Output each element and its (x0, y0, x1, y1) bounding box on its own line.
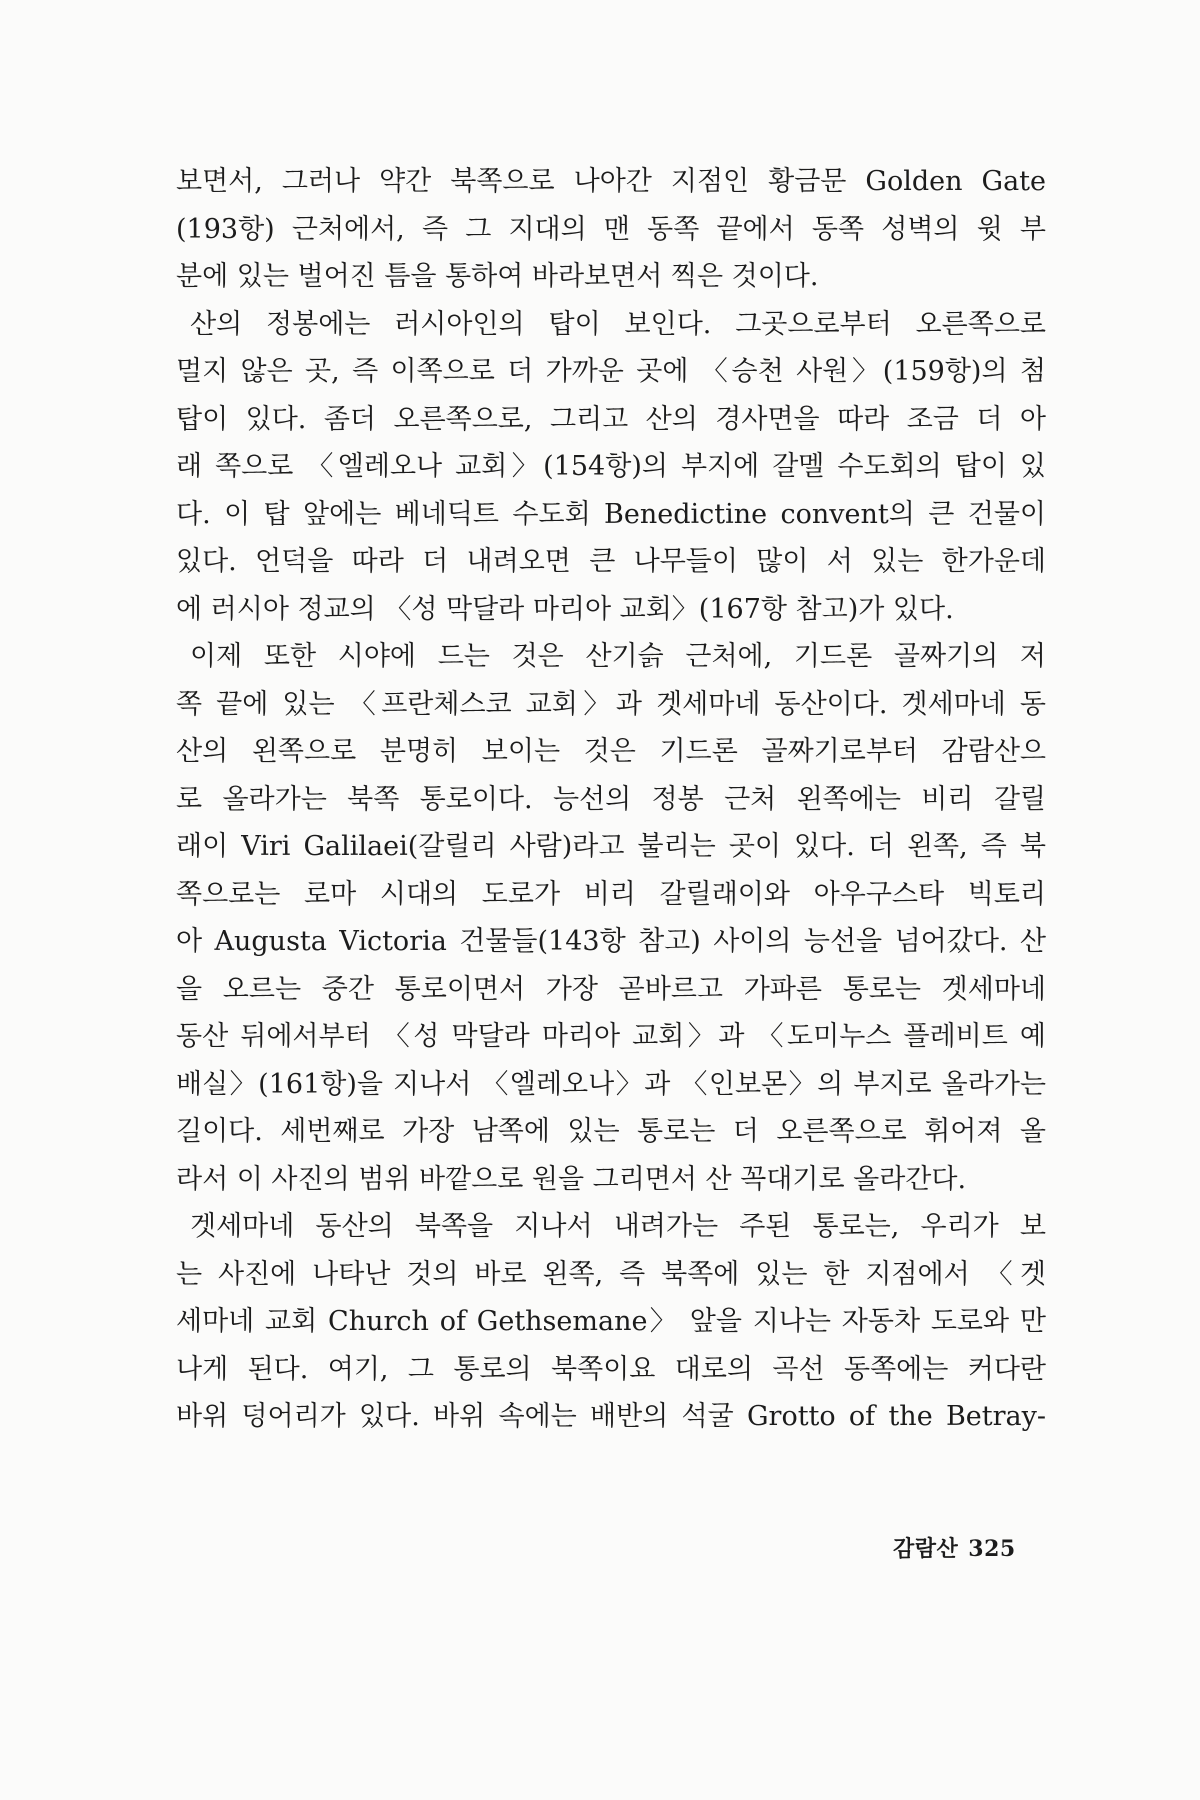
text-line: 래 쪽으로 〈엘레오나 교회〉(154항)의 부지에 갈멜 수도회의 탑이 있 (176, 451, 1046, 482)
text-line: 라서 이 사진의 범위 바깥으로 원을 그리면서 산 꼭대기로 올라간다. (176, 1163, 967, 1195)
text-line: 아 Augusta Victoria 건물들(143항 참고) 사이의 능선을 넘어갔다. 산 (176, 926, 1046, 957)
text-line: 나게 된다. 여기, 그 통로의 북쪽이요 대로의 곡선 동쪽에는 커다란 (176, 1353, 1046, 1385)
page-number: 325 (968, 1536, 1016, 1562)
text-line: 쪽으로는 로마 시대의 도로가 비리 갈릴래이와 아우구스타 빅토리 (176, 878, 1046, 910)
running-head: 감람산 (893, 1536, 959, 1562)
text-line: 보면서, 그러나 약간 북쪽으로 나아간 지점인 황금문 Golden Gate (176, 166, 1046, 197)
text-line: 동산 뒤에서부터 〈성 막달라 마리아 교회〉과 〈도미누스 플레비트 예 (176, 1021, 1046, 1052)
text-line: 산의 정봉에는 러시아인의 탑이 보인다. 그곳으로부터 오른쪽으로 (190, 308, 1046, 340)
text-line: 다. 이 탑 앞에는 베네딕트 수도회 Benedictine convent의 큰 건물이 (176, 498, 1046, 530)
text-line: 멀지 않은 곳, 즉 이쪽으로 더 가까운 곳에 〈승천 사원〉(159항)의 첨 (176, 356, 1046, 387)
text-line: 에 러시아 정교의 〈성 막달라 마리아 교회〉(167항 참고)가 있다. (176, 593, 954, 625)
text-line: 로 올라가는 북쪽 통로이다. 능선의 정봉 근처 왼쪽에는 비리 갈릴 (176, 783, 1046, 815)
text-line: 겟세마네 동산의 북쪽을 지나서 내려가는 주된 통로는, 우리가 보 (190, 1211, 1046, 1242)
text-line: 분에 있는 벌어진 틈을 통하여 바라보면서 찍은 것이다. (176, 261, 819, 292)
text-line: 세마네 교회 Church of Gethsemane〉 앞을 지나는 자동차 도로와 만 (176, 1306, 1046, 1337)
page-footer (893, 1532, 1016, 1563)
text-line: 길이다. 세번째로 가장 남쪽에 있는 통로는 더 오른쪽으로 휘어져 올 (176, 1116, 1046, 1147)
text-line: 탑이 있다. 좀더 오른쪽으로, 그리고 산의 경사면을 따라 조금 더 아 (176, 403, 1046, 435)
text-line: 바위 덩어리가 있다. 바위 속에는 배반의 석굴 Grotto of the Betray- (176, 1401, 1046, 1432)
text-line: 배실〉(161항)을 지나서 〈엘레오나〉과 〈인보몬〉의 부지로 올라가는 (176, 1068, 1046, 1100)
text-line: 이제 또한 시야에 드는 것은 산기슭 근처에, 기드론 골짜기의 저 (190, 641, 1046, 672)
text-line: 래이 Viri Galilaei(갈릴리 사람)라고 불리는 곳이 있다. 더 왼쪽, 즉 북 (176, 831, 1046, 862)
text-line: 는 사진에 나타난 것의 바로 왼쪽, 즉 북쪽에 있는 한 지점에서 〈겟 (176, 1258, 1046, 1290)
text-line: 있다. 언덕을 따라 더 내려오면 큰 나무들이 많이 서 있는 한가운데 (176, 546, 1046, 577)
body-text (176, 158, 1046, 1441)
text-line: (193항) 근처에서, 즉 그 지대의 맨 동쪽 끝에서 동쪽 성벽의 윗 부 (176, 213, 1046, 245)
text-line: 쪽 끝에 있는 〈프란체스코 교회〉과 겟세마네 동산이다. 겟세마네 동 (176, 688, 1046, 720)
text-line: 산의 왼쪽으로 분명히 보이는 것은 기드론 골짜기로부터 감람산으 (176, 736, 1046, 767)
text-line: 을 오르는 중간 통로이면서 가장 곧바르고 가파른 통로는 겟세마네 (176, 973, 1046, 1005)
